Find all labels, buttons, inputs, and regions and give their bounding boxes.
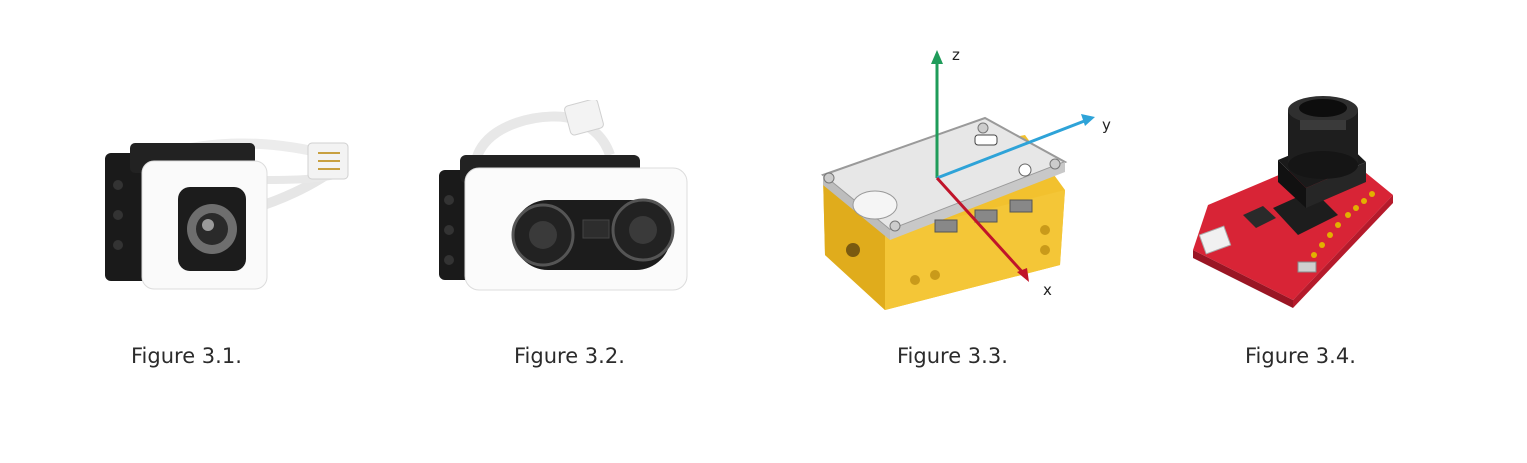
axis-label-z: z — [952, 46, 960, 64]
figure-3-4-image — [1188, 90, 1398, 320]
figure-3-1-caption: Figure 3.1. — [131, 344, 242, 368]
figure-3-3-caption: Figure 3.3. — [897, 344, 1008, 368]
figure-3-2-image — [435, 100, 695, 300]
figure-3-4-caption: Figure 3.4. — [1245, 344, 1356, 368]
axis-label-y: y — [1102, 116, 1111, 134]
axis-label-x: x — [1043, 281, 1052, 299]
figure-3-2-caption: Figure 3.2. — [514, 344, 625, 368]
figure-3-3-image — [815, 40, 1125, 320]
figure-3-1-image — [90, 125, 360, 325]
